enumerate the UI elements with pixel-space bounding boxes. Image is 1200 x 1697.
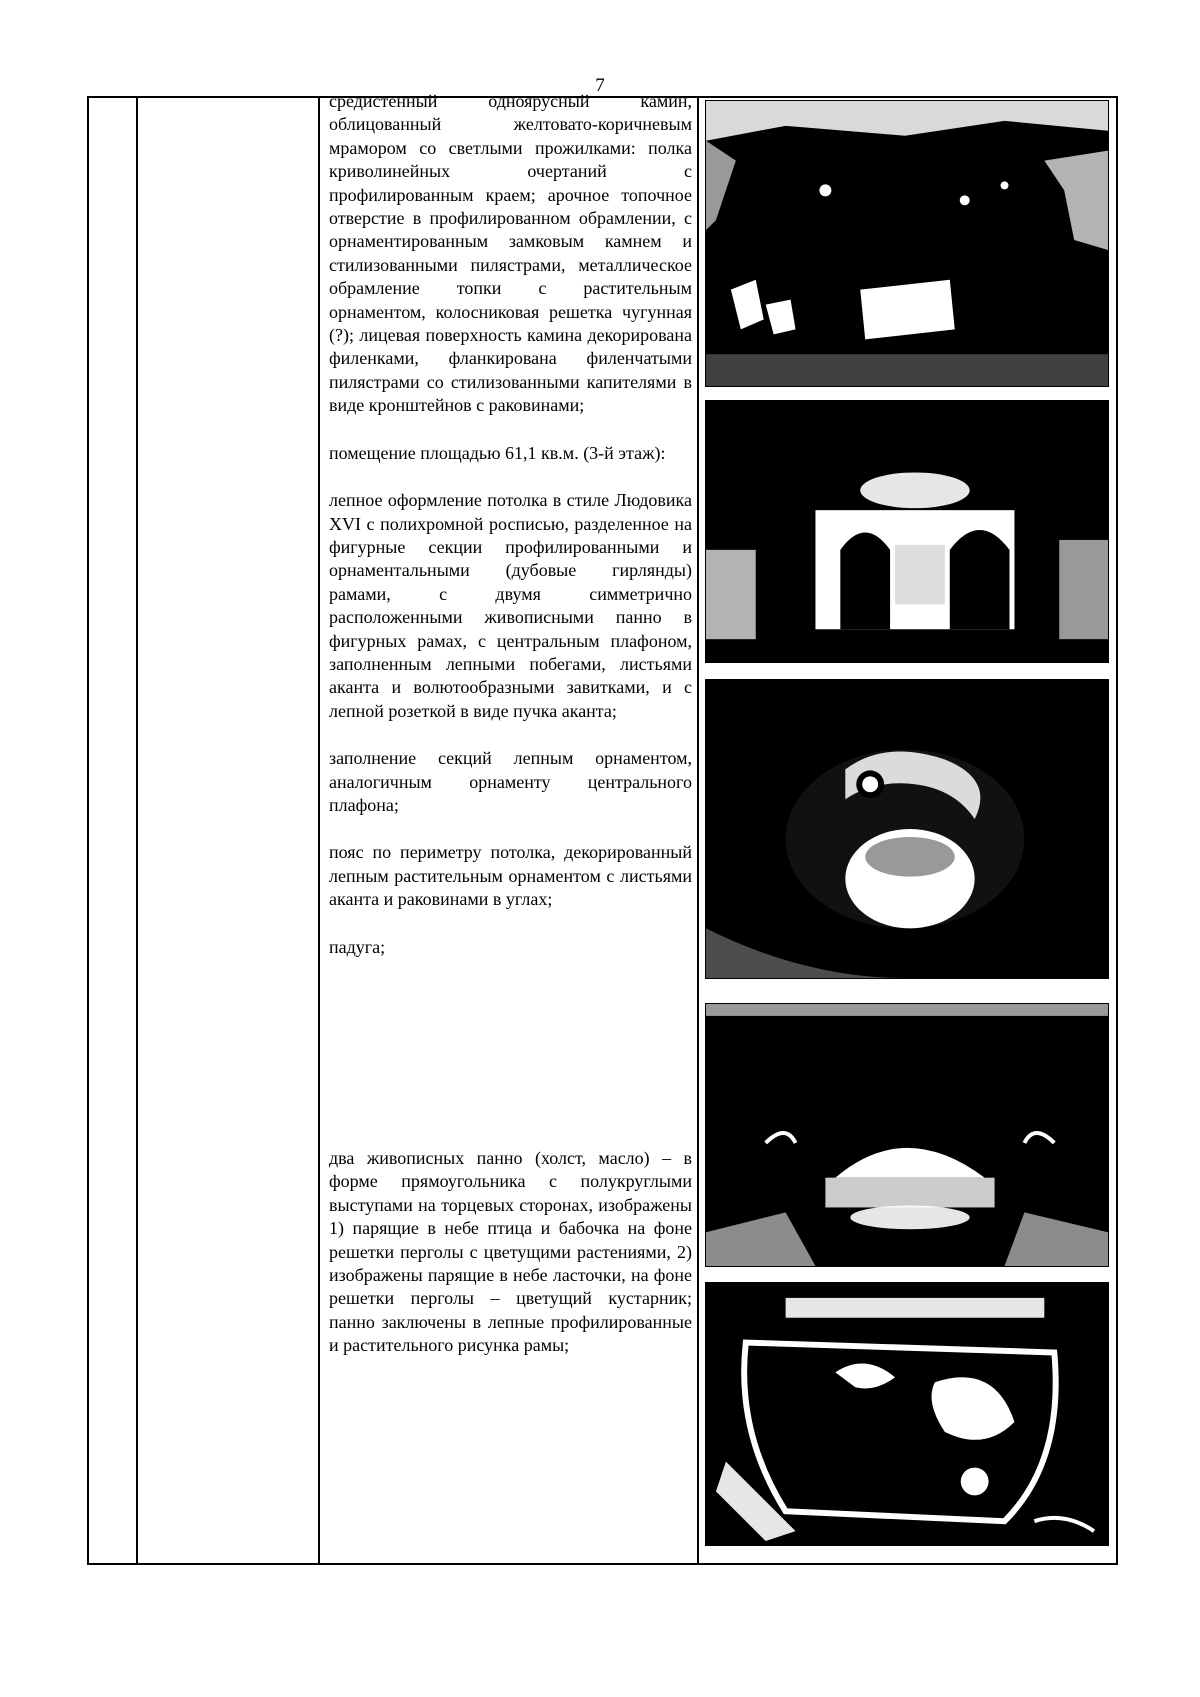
room-arches-photo	[705, 400, 1109, 663]
monument-subject-table	[87, 91, 1118, 1565]
description-block-fireplace: средистенный одноярусный камин, облицованный желтовато-коричневым мрамором со светлыми прожилками: полка криволинейных очертаний с профилированным краем; арочное топочное отверстие в профилированном обрамлении, с орнаментированным замковым камнем и стилизованными пилястрами, металлическое обрамление топки с растительным орнаментом, колосниковая решетка чугунная (?); лицевая поверхность камина декорирована филенками, фланкирована филенчатыми пилястрами со стилизованными капителями в виде кронштейнов с раковинами;	[329, 91, 692, 416]
description-block-sections: заполнение секций лепным орнаментом, аналогичным орнаменту центрального плафона;	[329, 748, 692, 815]
description-block-frieze: пояс по периметру потолка, декорированный лепным растительным орнаментом с листьями аканта и раковинами в углах;	[329, 842, 692, 910]
description-block-room-heading: помещение площадью 61,1 кв.м. (3-й этаж):	[329, 442, 666, 463]
table-column-name	[136, 98, 320, 1563]
page-number: 7	[595, 75, 605, 96]
description-block-panels: два живописных панно (холст, масло) – в форме прямоугольника с полукруглыми выступами на торцевых сторонах, изображены 1) парящие в небе птица и бабочка на фоне решетки перголы с цветущими растениями, 2) изображены парящие в небе ласточки, на фоне решетки перголы – цветущий кустарник; панно заключены в лепные профилированные и растительного рисунка рамы;	[329, 1148, 692, 1356]
ceiling-panel-photo	[705, 1282, 1109, 1546]
description-block-cove: падуга;	[329, 936, 386, 957]
description-block-ceiling: лепное оформление потолка в стиле Людовика XVI с полихромной росписью, разделенное на фигурные секции профилированными и орнаментальными (дубовые гирлянды) рамами, с двумя симметрично расположенными живописными панно в фигурных рамах, с центральным плафоном, заполненным лепными побегами, листьями аканта и волютообразными завитками, и с лепной розеткой в виде пучка аканта;	[329, 490, 692, 721]
description-text	[329, 90, 692, 1382]
fireplace-photo	[705, 100, 1109, 387]
photo-column	[705, 100, 1109, 1546]
ceiling-cove-photo	[705, 1003, 1109, 1267]
ceiling-plafond-photo	[705, 679, 1109, 979]
table-column-number	[89, 98, 138, 1563]
